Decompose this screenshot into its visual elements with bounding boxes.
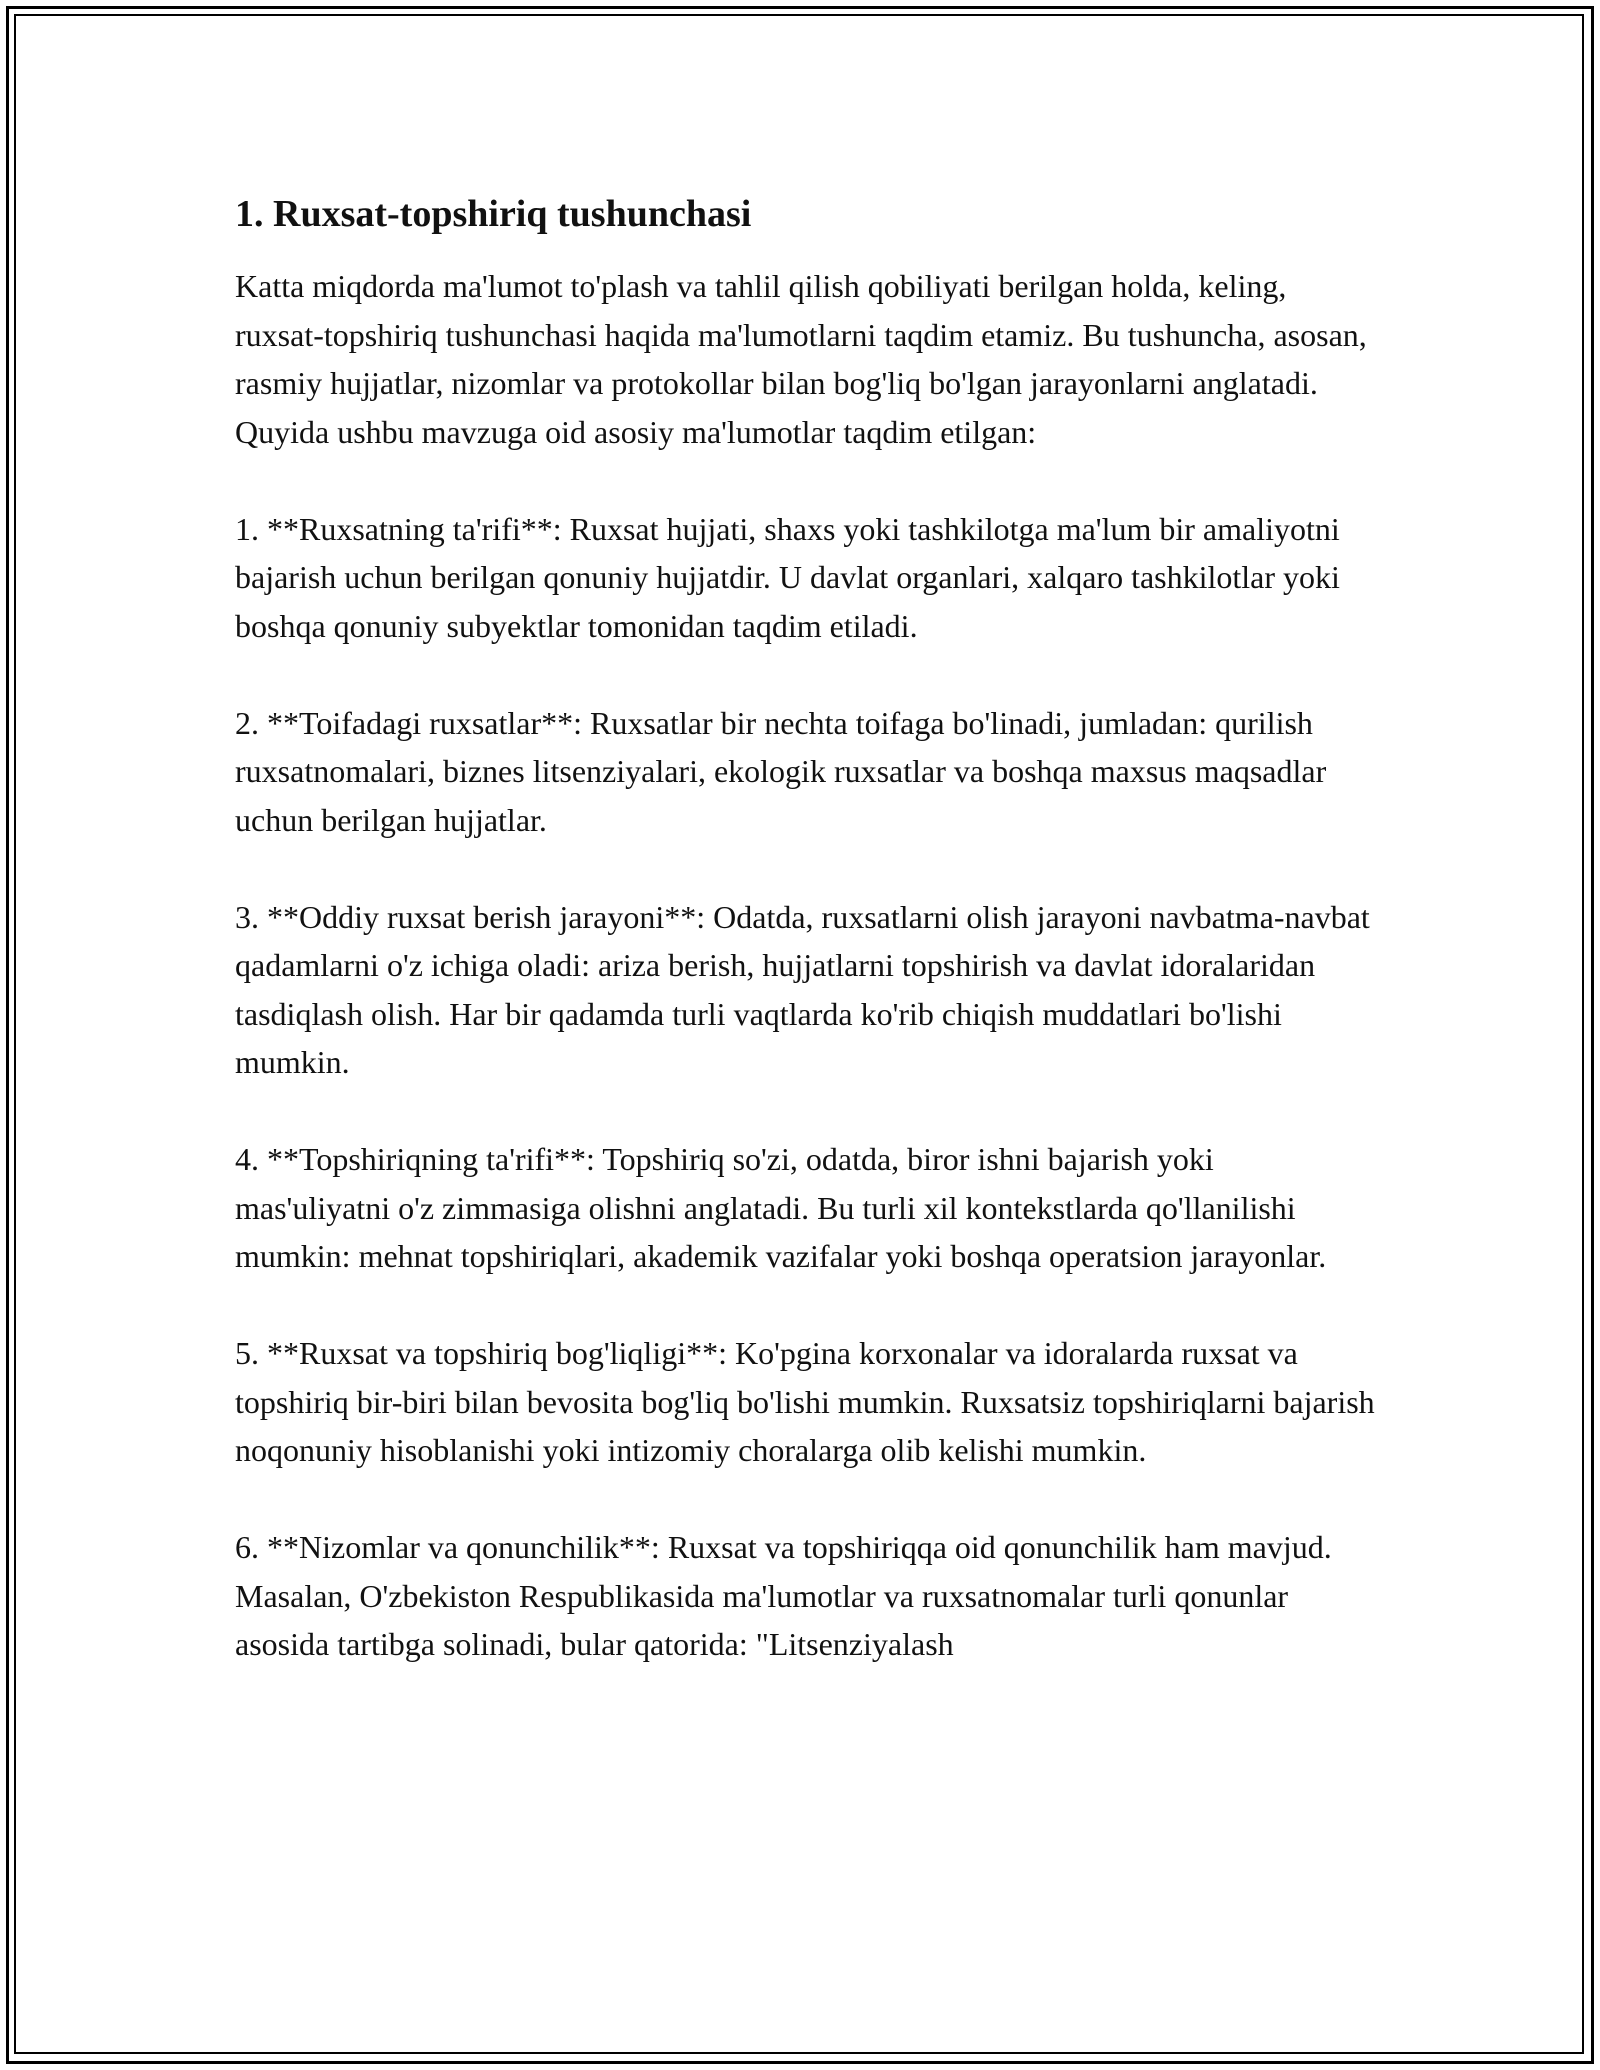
section-heading: 1. Ruxsat-topshiriq tushunchasi bbox=[235, 193, 752, 235]
list-item-ruxsat-topshiriq-bogliqligi: 5. **Ruxsat va topshiriq bog'liqligi**: Ko'pgina korxonalar va idoralarda ruxsat va topshiriq bir-biri bilan bevosita bog'liq bo'lishi mumkin. Ruxsatsiz topshiriqlarni bajarish noqonuniy hisoblanishi yoki intizomiy choralarga olib kelishi mumkin. bbox=[235, 1335, 1375, 1468]
list-item-toifadagi-ruxsatlar: 2. **Toifadagi ruxsatlar**: Ruxsatlar bir nechta toifaga bo'linadi, jumladan: qurilish ruxsatnomalari, biznes litsenziyalari, ekologik ruxsatlar va boshqa maxsus maqsadlar uchun berilgan hujjatlar. bbox=[235, 704, 1327, 838]
document-body bbox=[235, 190, 1375, 1717]
list-item-nizomlar-qonunchilik: 6. **Nizomlar va qonunchilik**: Ruxsat va topshiriqqa oid qonunchilik ham mavjud. Masalan, O'zbekiston Respublikasida ma'lumotlar va ruxsatnomalar turli qonunlar asosida tartibga solinadi, bular qatorida: "Litsenziyalash bbox=[235, 1529, 1332, 1662]
intro-paragraph: Katta miqdorda ma'lumot to'plash va tahlil qilish qobiliyati berilgan holda, keling, ruxsat-topshiriq tushunchasi haqida ma'lumotlarni taqdim etamiz. Bu tushuncha, asosan, rasmiy hujjatlar, nizomlar va protokollar bilan bog'liq bo'lgan jarayonlarni anglatadi. Quyida ushbu mavzuga oid asosiy ma'lumotlar taqdim etilgan: bbox=[235, 268, 1367, 450]
list-item-topshiriq-tarifi: 4. **Topshiriqning ta'rifi**: Topshiriq so'zi, odatda, biror ishni bajarish yoki mas'uliyatni o'z zimmasiga olishni anglatadi. Bu turli xil kontekstlarda qo'llanilishi mumkin: mehnat topshiriqlari, akademik vazifalar yoki boshqa operatsion jarayonlar. bbox=[235, 1141, 1327, 1274]
list-item-ruxsat-berish-jarayoni: 3. **Oddiy ruxsat berish jarayoni**: Odatda, ruxsatlarni olish jarayoni navbatma-navbat qadamlarni o'z ichiga oladi: ariza berish, hujjatlarni topshirish va davlat idoralaridan tasdiqlash olish. Har bir qadamda turli vaqtlarda ko'rib chiqish muddatlari bo'lishi mumkin. bbox=[235, 898, 1370, 1080]
list-item-ruxsat-tarifi: 1. **Ruxsatning ta'rifi**: Ruxsat hujjati, shaxs yoki tashkilotga ma'lum bir amaliyotni bajarish uchun berilgan qonuniy hujjatdir. U davlat organlari, xalqaro tashkilotlar yoki boshqa qonuniy subyektlar tomonidan taqdim etiladi. bbox=[235, 510, 1340, 644]
